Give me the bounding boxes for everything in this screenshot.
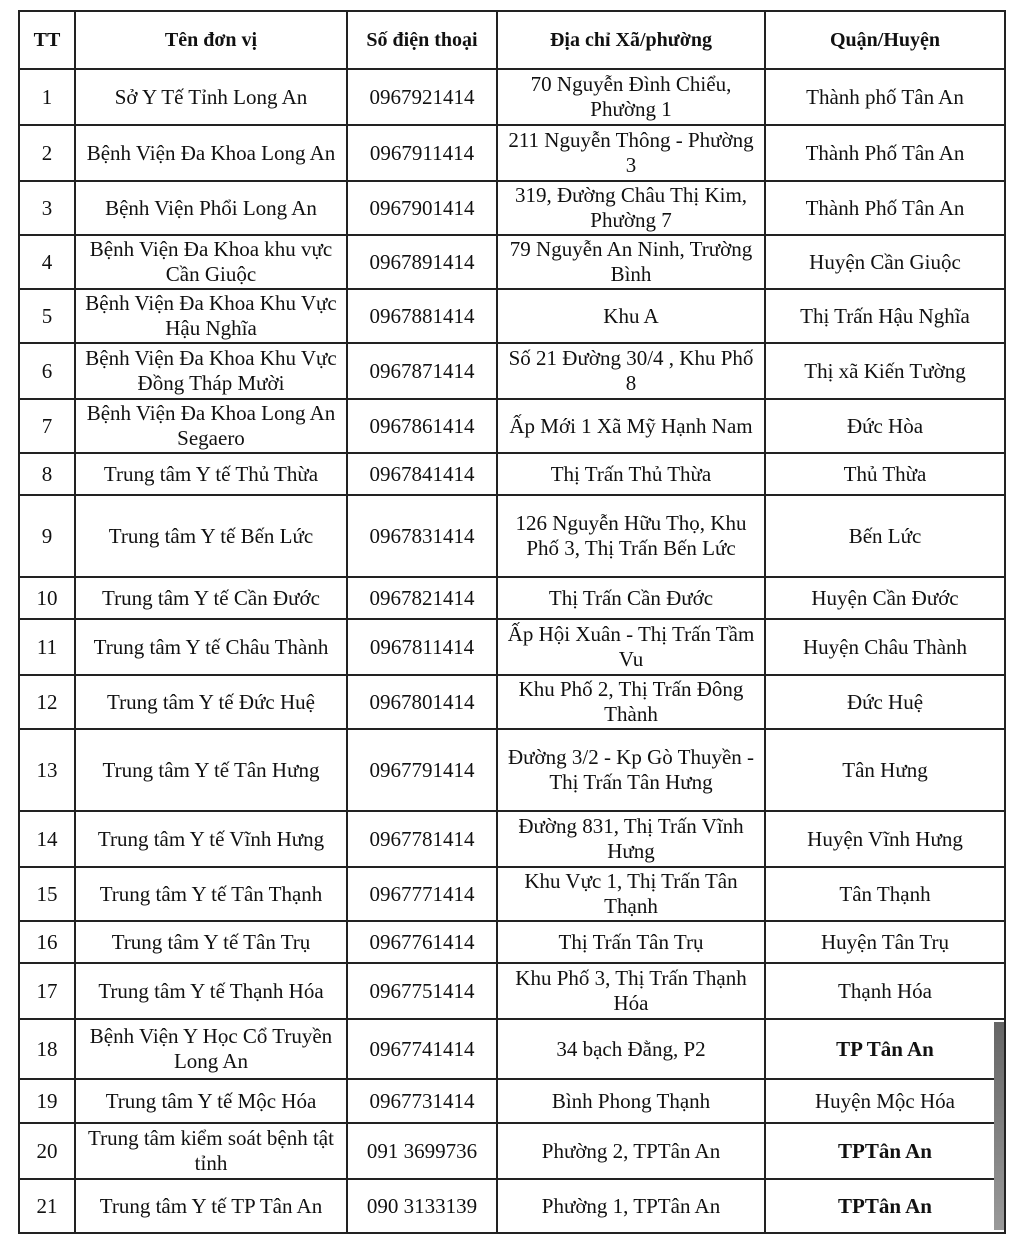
cell-phone: 0967821414 [347,577,497,619]
cell-district: Thành Phố Tân An [765,181,1005,235]
cell-name: Bệnh Viện Đa Khoa khu vực Cần Giuộc [75,235,347,289]
cell-district: Tân Thạnh [765,867,1005,921]
cell-tt: 5 [19,289,75,343]
cell-address: Khu Vực 1, Thị Trấn Tân Thạnh [497,867,765,921]
table-row [19,125,1005,181]
cell-district: TP Tân An [765,1019,1005,1079]
cell-tt: 1 [19,69,75,125]
cell-phone: 0967761414 [347,921,497,963]
cell-name: Trung tâm Y tế TP Tân An [75,1179,347,1233]
cell-phone: 0967781414 [347,811,497,867]
cell-district: Thủ Thừa [765,453,1005,495]
cell-name: Trung tâm Y tế Cần Đước [75,577,347,619]
cell-name: Trung tâm Y tế Thạnh Hóa [75,963,347,1019]
cell-district: Huyện Tân Trụ [765,921,1005,963]
table-row [19,577,1005,619]
cell-name: Trung tâm Y tế Tân Hưng [75,729,347,811]
cell-phone: 0967861414 [347,399,497,453]
cell-address: Khu Phố 3, Thị Trấn Thạnh Hóa [497,963,765,1019]
cell-phone: 090 3133139 [347,1179,497,1233]
cell-address: Đường 3/2 - Kp Gò Thuyền - Thị Trấn Tân Hưng [497,729,765,811]
cell-name: Trung tâm Y tế Mộc Hóa [75,1079,347,1123]
table-row [19,811,1005,867]
cell-tt: 8 [19,453,75,495]
table-row [19,69,1005,125]
table-row [19,867,1005,921]
cell-tt: 20 [19,1123,75,1179]
hotline-table [18,10,1006,1234]
cell-tt: 16 [19,921,75,963]
cell-phone: 0967731414 [347,1079,497,1123]
cell-address: Đường 831, Thị Trấn Vĩnh Hưng [497,811,765,867]
cell-district: Bến Lức [765,495,1005,577]
cell-name: Bệnh Viện Đa Khoa Khu Vực Hậu Nghĩa [75,289,347,343]
cell-district: TPTân An [765,1179,1005,1233]
cell-phone: 0967881414 [347,289,497,343]
page-edge-shadow [994,1022,1004,1230]
header-row [19,11,1005,69]
header-district: Quận/Huyện [765,11,1005,69]
cell-name: Trung tâm Y tế Thủ Thừa [75,453,347,495]
cell-name: Bệnh Viện Đa Khoa Long An Segaero [75,399,347,453]
cell-name: Trung tâm kiểm soát bệnh tật tỉnh [75,1123,347,1179]
cell-address: 34 bạch Đằng, P2 [497,1019,765,1079]
cell-name: Bệnh Viện Y Học Cổ Truyền Long An [75,1019,347,1079]
cell-address: Thị Trấn Tân Trụ [497,921,765,963]
header-tt: TT [19,11,75,69]
cell-address: Thị Trấn Cần Đước [497,577,765,619]
cell-phone: 0967841414 [347,453,497,495]
table-row [19,1123,1005,1179]
table-row [19,729,1005,811]
cell-tt: 14 [19,811,75,867]
cell-district: Thạnh Hóa [765,963,1005,1019]
cell-tt: 6 [19,343,75,399]
cell-phone: 0967911414 [347,125,497,181]
cell-tt: 4 [19,235,75,289]
table-row [19,619,1005,675]
cell-address: Thị Trấn Thủ Thừa [497,453,765,495]
cell-phone: 0967831414 [347,495,497,577]
table-row [19,1019,1005,1079]
cell-name: Sở Y Tế Tỉnh Long An [75,69,347,125]
cell-tt: 17 [19,963,75,1019]
cell-address: Phường 1, TPTân An [497,1179,765,1233]
cell-phone: 091 3699736 [347,1123,497,1179]
cell-phone: 0967751414 [347,963,497,1019]
table-row [19,495,1005,577]
cell-address: 126 Nguyễn Hữu Thọ, Khu Phố 3, Thị Trấn Bến Lức [497,495,765,577]
cell-district: Thành phố Tân An [765,69,1005,125]
table-row [19,235,1005,289]
table-row [19,289,1005,343]
header-address: Địa chỉ Xã/phường [497,11,765,69]
cell-name: Trung tâm Y tế Vĩnh Hưng [75,811,347,867]
cell-name: Trung tâm Y tế Tân Thạnh [75,867,347,921]
table-row [19,343,1005,399]
cell-address: Ấp Mới 1 Xã Mỹ Hạnh Nam [497,399,765,453]
cell-tt: 19 [19,1079,75,1123]
cell-tt: 3 [19,181,75,235]
cell-name: Bệnh Viện Phổi Long An [75,181,347,235]
cell-name: Trung tâm Y tế Đức Huệ [75,675,347,729]
cell-tt: 12 [19,675,75,729]
table-row [19,399,1005,453]
cell-address: 70 Nguyễn Đình Chiểu, Phường 1 [497,69,765,125]
cell-address: Số 21 Đường 30/4 , Khu Phố 8 [497,343,765,399]
cell-name: Bệnh Viện Đa Khoa Long An [75,125,347,181]
table-row [19,963,1005,1019]
table-row [19,453,1005,495]
cell-name: Trung tâm Y tế Bến Lức [75,495,347,577]
cell-phone: 0967791414 [347,729,497,811]
cell-district: Thành Phố Tân An [765,125,1005,181]
cell-district: Đức Hòa [765,399,1005,453]
cell-district: Đức Huệ [765,675,1005,729]
table-row [19,1079,1005,1123]
cell-phone: 0967811414 [347,619,497,675]
cell-name: Trung tâm Y tế Tân Trụ [75,921,347,963]
cell-district: Thị Trấn Hậu Nghĩa [765,289,1005,343]
cell-phone: 0967921414 [347,69,497,125]
cell-tt: 9 [19,495,75,577]
cell-address: 319, Đường Châu Thị Kim, Phường 7 [497,181,765,235]
cell-address: 79 Nguyễn An Ninh, Trường Bình [497,235,765,289]
table-row [19,675,1005,729]
table-row [19,921,1005,963]
header-phone: Số điện thoại [347,11,497,69]
cell-district: Huyện Vĩnh Hưng [765,811,1005,867]
cell-tt: 21 [19,1179,75,1233]
cell-address: Khu Phố 2, Thị Trấn Đông Thành [497,675,765,729]
cell-tt: 2 [19,125,75,181]
cell-phone: 0967901414 [347,181,497,235]
cell-phone: 0967801414 [347,675,497,729]
cell-tt: 11 [19,619,75,675]
cell-district: Huyện Châu Thành [765,619,1005,675]
cell-tt: 13 [19,729,75,811]
cell-address: Phường 2, TPTân An [497,1123,765,1179]
cell-district: Huyện Cần Giuộc [765,235,1005,289]
cell-phone: 0967771414 [347,867,497,921]
table-row [19,1179,1005,1233]
cell-district: Tân Hưng [765,729,1005,811]
cell-tt: 15 [19,867,75,921]
cell-tt: 10 [19,577,75,619]
cell-district: Thị xã Kiến Tường [765,343,1005,399]
cell-district: Huyện Mộc Hóa [765,1079,1005,1123]
cell-district: Huyện Cần Đước [765,577,1005,619]
cell-phone: 0967741414 [347,1019,497,1079]
cell-address: Bình Phong Thạnh [497,1079,765,1123]
cell-district: TPTân An [765,1123,1005,1179]
cell-address: 211 Nguyễn Thông - Phường 3 [497,125,765,181]
cell-address: Ấp Hội Xuân - Thị Trấn Tầm Vu [497,619,765,675]
hotline-table-document [18,10,1004,1234]
header-name: Tên đơn vị [75,11,347,69]
cell-phone: 0967891414 [347,235,497,289]
cell-tt: 7 [19,399,75,453]
cell-name: Trung tâm Y tế Châu Thành [75,619,347,675]
table-row [19,181,1005,235]
cell-phone: 0967871414 [347,343,497,399]
cell-name: Bệnh Viện Đa Khoa Khu Vực Đồng Tháp Mười [75,343,347,399]
cell-tt: 18 [19,1019,75,1079]
cell-address: Khu A [497,289,765,343]
